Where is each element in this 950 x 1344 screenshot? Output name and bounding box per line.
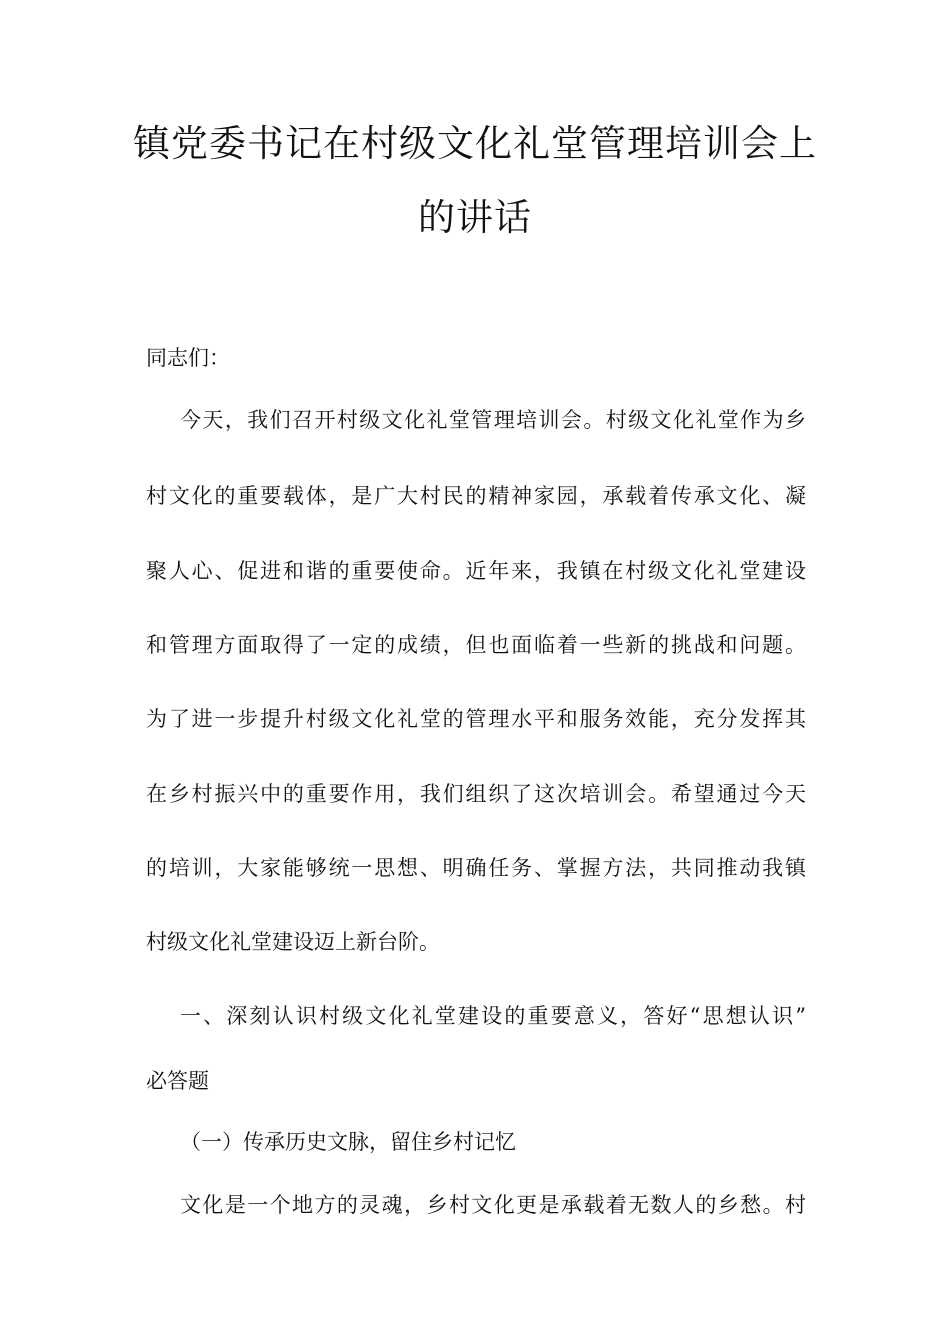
- paragraph-line: 为了进一步提升村级文化礼堂的管理水平和服务效能，充分发挥其: [146, 707, 806, 731]
- document-title-line-1: 镇党委书记在村级文化礼堂管理培训会上: [133, 122, 817, 165]
- paragraph-line: 在乡村振兴中的重要作用，我们组织了这次培训会。希望通过今天: [146, 782, 806, 806]
- paragraph-line: 村文化的重要载体，是广大村民的精神家园，承载着传承文化、凝: [146, 484, 806, 508]
- paragraph-line: 文化是一个地方的灵魂，乡村文化更是承载着无数人的乡愁。村: [180, 1193, 806, 1217]
- greeting: 同志们：: [146, 346, 230, 370]
- paragraph-line: 和管理方面取得了一定的成绩，但也面临着一些新的挑战和问题。: [146, 633, 806, 657]
- document-title-line-2: 的讲话: [418, 196, 532, 239]
- paragraph-line: 村级文化礼堂建设迈上新台阶。: [146, 930, 440, 954]
- paragraph-line: 的培训，大家能够统一思想、明确任务、掌握方法，共同推动我镇: [146, 856, 806, 880]
- subsection-heading: （一）传承历史文脉，留住乡村记忆: [180, 1130, 516, 1154]
- paragraph-line: 聚人心、促进和谐的重要使命。近年来，我镇在村级文化礼堂建设: [146, 559, 806, 583]
- section-heading-line: 必答题: [146, 1069, 209, 1093]
- section-heading-line: 一、深刻认识村级文化礼堂建设的重要意义，答好“思想认识”: [180, 1004, 806, 1028]
- paragraph-line: 今天，我们召开村级文化礼堂管理培训会。村级文化礼堂作为乡: [180, 408, 806, 432]
